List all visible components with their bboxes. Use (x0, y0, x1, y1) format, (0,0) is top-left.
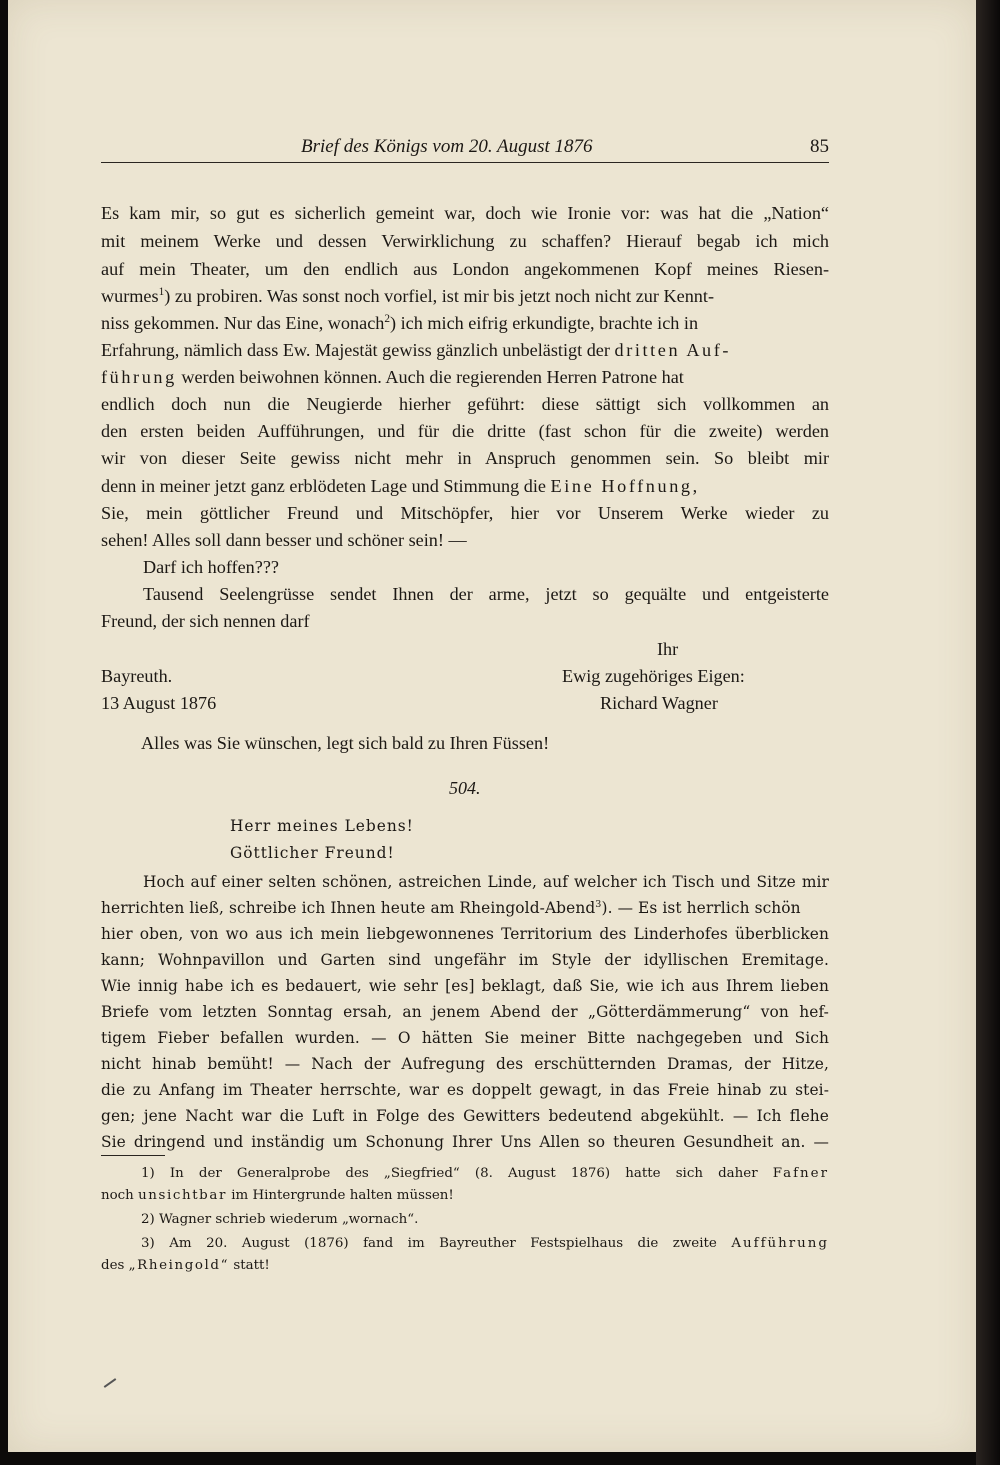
salutation: Göttlicher Freund! (230, 844, 395, 862)
emphasized-text: Aufführung (731, 1236, 829, 1251)
text-line: Wie innig habe ich es bedauert, wie sehr [es] beklagt, daß Sie, wie ich aus Ihrem lieben (101, 977, 829, 995)
text-word: wurmes (101, 286, 159, 306)
footnote-text: statt! (233, 1258, 270, 1273)
text-line: mit meinem Werke und dessen Verwirklichung zu schaffen? Hierauf begab ich mich (101, 231, 829, 251)
footnote-mark: 1) (141, 1166, 155, 1181)
text-fragment: Erfahrung, nämlich dass Ew. Majestät gewiss gänzlich unbelästigt der (101, 340, 610, 360)
footnote-line (141, 1236, 829, 1251)
closing-ihr: Ihr (657, 639, 679, 659)
text-line: tigem Fieber befallen wurden. — O hätten Sie meiner Bitte nachgegeben und Sich (101, 1029, 829, 1047)
text-line: niss gekommen. Nur das Eine, wonach$^2$) ich mich eifrig erkundigte, brachte ich in (101, 312, 699, 333)
running-title: Brief des Königs vom 20. August 1876 (301, 136, 593, 157)
date: 13 August 1876 (101, 693, 217, 713)
emphasized-text: unsichtbar (138, 1188, 227, 1203)
text-line (101, 367, 829, 388)
page-edge-shadow (976, 0, 1000, 1465)
text-fragment: denn in meiner jetzt ganz erblödeten Lage und Stimmung die (101, 476, 546, 496)
footnote-line (101, 1188, 829, 1203)
text-line: kann; Wohnpavillon und Garten sind ungefähr im Style der idyllischen Eremitage. (101, 951, 829, 969)
footnote-text: In der Generalprobe des „Siegfried“ (8. August 1876) hatte sich daher (169, 1166, 758, 1181)
text-fragment: niss gekommen. Nur das Eine, wonach (101, 313, 385, 333)
text-fragment: zu probiren. Was sonst noch vorfiel, ist mir bis jetzt noch nicht zur Kennt- (174, 286, 715, 306)
emphasized-text: Fafner (772, 1166, 829, 1181)
footnote-text: des (101, 1258, 125, 1273)
text-line: sehen! Alles soll dann besser und schöner sein! — (101, 530, 467, 550)
text-line: Freund, der sich nennen darf (101, 611, 310, 631)
text-line: Hoch auf einer selten schönen, astreichen Linde, auf welcher ich Tisch und Sitze mir (143, 873, 829, 891)
letter-number: 504. (449, 778, 481, 798)
footnote-mark: 1 (158, 285, 165, 298)
text-line: Darf ich hoffen??? (143, 557, 279, 577)
signature: Richard Wagner (600, 693, 718, 713)
text-line (101, 476, 829, 497)
footnote-line (141, 1166, 829, 1181)
postscript: Alles was Sie wünschen, legt sich bald zu Ihren Füssen! (141, 733, 550, 753)
footnote-text: im Hintergrunde halten müssen! (231, 1188, 454, 1203)
footnote-mark: 2) (141, 1212, 155, 1227)
text-line: hier oben, von wo aus ich mein liebgewonnenes Territorium des Linderhofes überblicken (101, 925, 829, 943)
footnote-mark: 2 (384, 312, 391, 325)
place: Bayreuth. (101, 666, 173, 686)
footnote-text: noch (101, 1188, 134, 1203)
text-fragment: ich mich eifrig erkundigte, brachte ich in (400, 313, 699, 333)
text-line: wurmes$^1$) zu probiren. Was sonst noch vorfiel, ist mir bis jetzt noch nicht zur Kennt- (101, 285, 715, 306)
text-line: die zu Anfang im Theater herrschte, war es doppelt gewagt, in das Freie hinab zu stei- (101, 1081, 829, 1099)
text-line: auf mein Theater, um den endlich aus London angekommenen Kopf meines Riesen- (101, 259, 829, 279)
footnote-line (141, 1212, 418, 1227)
text-fragment: herrichten ließ, schreibe ich Ihnen heute am Rheingold-Abend (101, 899, 596, 917)
text-line: Tausend Seelengrüsse sendet Ihnen der arme, jetzt so gequälte und entgeisterte (143, 584, 829, 604)
text-line: Es kam mir, so gut es sicherlich gemeint war, doch wie Ironie vor: was hat die „Nation“ (101, 203, 829, 223)
closing-phrase: Ewig zugehöriges Eigen: (562, 666, 745, 686)
emphasized-text: dritten Auf- (614, 340, 732, 360)
text-line: nicht hinab bemüht! — Nach der Aufregung des erschütternden Dramas, der Hitze, (101, 1055, 829, 1073)
emphasized-text: führung (101, 367, 177, 387)
footnote-mark: 3) (141, 1236, 155, 1251)
footnote-rule (101, 1155, 165, 1156)
footnote-line (101, 1258, 829, 1273)
page-header (101, 136, 829, 163)
page-number: 85 (810, 136, 829, 157)
text-line: herrichten ließ, schreibe ich Ihnen heute am Rheingold-Abend$^3$). — Es ist herrlich schön (101, 898, 801, 917)
text-line: gen; jene Nacht war die Luft in Folge des Gewitters bedeutend abgekühlt. — Ich flehe (101, 1107, 829, 1125)
footnote-text: Am 20. August (1876) fand im Bayreuther Festspielhaus die zweite (169, 1236, 717, 1251)
text-fragment: werden beiwohnen können. Auch die regierenden Herren Patrone hat (181, 367, 684, 387)
text-line: den ersten beiden Aufführungen, und für die dritte (fast schon für die zweite) werden (101, 421, 829, 441)
text-line: Sie dringend und inständig um Schonung Ihrer Uns Allen so theuren Gesundheit an. — (101, 1133, 829, 1151)
text-line: wir von dieser Seite gewiss nicht mehr in Anspruch genommen sein. So bleibt mir (101, 448, 829, 468)
footnote-mark: 3 (595, 898, 602, 910)
salutation: Herr meines Lebens! (230, 817, 414, 835)
footnote-text: Wagner schrieb wiederum „wornach“. (159, 1212, 419, 1227)
text-line (101, 340, 829, 361)
text-fragment: . — Es ist herrlich schön (607, 899, 801, 917)
emphasized-text: „Rheingold“ (128, 1258, 230, 1273)
text-line: endlich doch nun die Neugierde hierher geführt: diese sättigt sich vollkommen an (101, 394, 829, 414)
emphasized-text: Eine Hoffnung, (550, 476, 700, 496)
text-line: Briefe vom letzten Sonntag ersah, an jenem Abend der „Götterdämmerung“ von hef- (101, 1003, 829, 1021)
text-line: Sie, mein göttlicher Freund und Mitschöpfer, hier vor Unserem Werke wieder zu (101, 503, 829, 523)
